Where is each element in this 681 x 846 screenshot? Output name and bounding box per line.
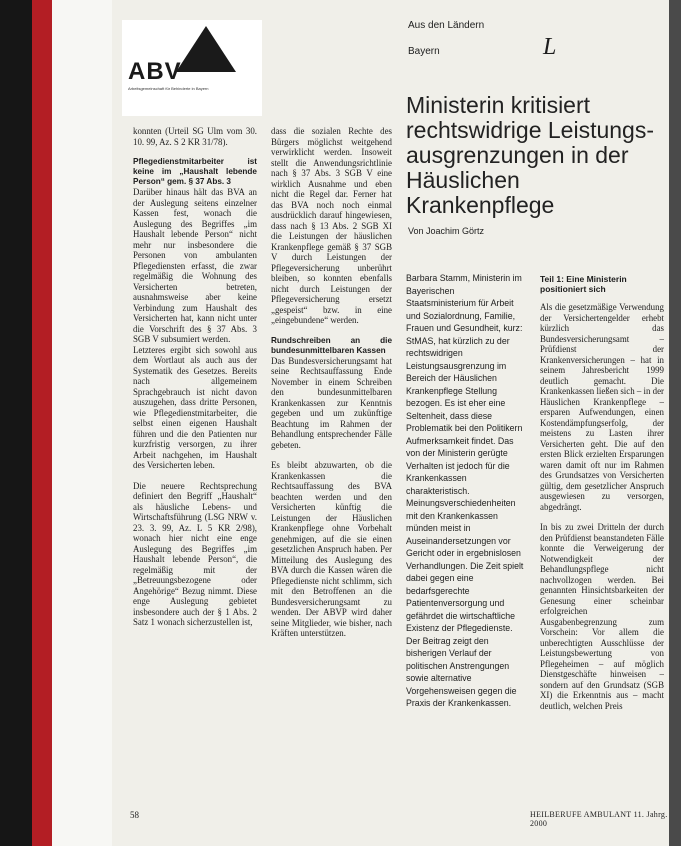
page-number: 58 — [130, 810, 139, 820]
col1-para-2: Darüber hinaus hält das BVA an der Auslegung seitens einzelner Kassen fest, wonach die Auslegung des Begriffes „im Haushalt lebende Person“ nicht mehr nur insbesondere die Personen von ambulanten Pflegediensten erfasst, die zwar regelmäßig die Wohnung des Versicherten betreten, ausnahmsweise aber keine Verbindung zum Haushalt des Versicherten hat, kann nicht unter die Vorschrift des § 37 Abs. 3 SGB V subsumiert werden. — [133, 187, 257, 344]
article-headline: Ministerin kritisiert rechtswidrige Leistungs-ausgrenzungen in der Häuslichen Krankenpflege — [406, 92, 655, 219]
col2-para-2: Das Bundesversicherungsamt hat seine Rechtsauffassung Ende November in einem Schreiben den bundesunmittelbaren Krankenkassen zur Kenntnis gegeben und um zukünftige Beachtung im Rahmen der Behandlung entsprechender Fälle gebeten. — [271, 355, 392, 450]
handwritten-mark: L — [543, 34, 557, 60]
col1-para-3: Letzteres ergibt sich sowohl aus dem Wortlaut als auch aus der Systematik des Gesetzes. Bereits nach allgemeinem Sprachgebrauch ist nicht davon auszugehen, dass dritte Personen, wie Pflegedienstmitarbeiter, die selbst einen eigenen Haushalt führen und die den Patienten nur kurzfristig versorgen, zu ihrer Arbeit nachgehen, im Haushalt des Versicherten leben. — [133, 344, 257, 470]
page-gutter — [0, 0, 112, 846]
col1-para-1: konnten (Urteil SG Ulm vom 30. 10. 99, Az. S 2 KR 31/78). — [133, 126, 257, 147]
gutter-shadow — [0, 0, 32, 846]
journal-footer: HEILBERUFE AMBULANT 11. Jahrg. 2000 — [530, 810, 668, 828]
lead-text: Barbara Stamm, Ministerin im Bayerischen Staatsministerium für Arbeit und Sozialordnung, Familie, Frauen und Gesundheit, kurz: StMAS, hat kürzlich zu der rechtswidrigen Leistungsausgrenzung im Bereich der Häuslichen Krankenpflege Stellung bezogen. Es ist eher eine Seltenheit, dass diese Problematik bei den Politikern Aufmerksamkeit findet. Das von der Ministerin gerügte Verhalten ist jedoch für die Krankenkassen charakteristisch. Meinungsverschiedenheiten mit den Krankenkassen münden meist in Auseinandersetzungen vor Gericht oder in ergebnislosen Verhandlungen. Die Zeit spielt dabei gegen eine bedarfsgerechte Patientenversorgung und gefährdet die wirtschaftliche Existenz der Pflegedienste. Der Beitrag zeigt den bisherigen Verlauf der politischen Anstrengungen sowie alternative Vorgehensweisen gegen die Praxis der Krankenkassen. — [406, 273, 524, 708]
col2-para-3: Es bleibt abzuwarten, ob die Krankenkassen die Rechtsauffassung des BVA beachten werden und den Versicherten künftig die Leistungen der Häuslichen Krankenpflege ohne Vorbehalt genehmigen, auf die sie einen gesetzlichen Anspruch haben. Per Mitteilung des Auslegung des BVA durch die Kassen wären die Pflegedienste nicht schlimm, sich mit den Betroffenen an die Bundesversicherungsamt zu wenden. Der ABVP wird daher seine Mitglieder, wie bisher, nach Kräften unterstützen. — [271, 460, 392, 638]
subsection-label: Bayern — [408, 46, 440, 57]
col1-para-4: Die neuere Rechtsprechung definiert den Begriff „Haushalt“ als häusliche Lebens- und Wirtschaftsführung (LSG NRW v. 23. 3. 99, Az. L 5 KR 2/98), wonach hier nicht eine enge Auslegung des Begriffes „im Haushalt lebende Person“, die regelmäßig mit der „Betreuungsbezogene oder Angehörige“ Bezug nimmt. Diese enge Auslegung gebietet insbesondere auch der § 1 Abs. 2 Satz 1 wonach sicherzustellen ist, — [133, 480, 257, 627]
logo-tagline: Arbeitsgemeinschaft für Behinderte in Bayern — [128, 86, 209, 91]
col1-subheading: Pflegedienstmitarbeiter ist keine im „Haushalt lebende Person“ gem. § 37 Abs. 3 — [133, 157, 257, 186]
column-2 — [271, 126, 392, 639]
col2-subheading: Rundschreiben an die bundesunmittelbaren Kassen — [271, 335, 392, 355]
column-4 — [540, 302, 664, 711]
column-1 — [133, 126, 257, 628]
col4-subheading: Teil 1: Eine Ministerin positioniert sich — [540, 274, 627, 294]
col4-para-1: Als die gesetzmäßige Verwendung der Versichertengelder erhebt kürzlich das Bundesversicherungsamt – Prüfdienst der Krankenversicherungen – hat in seinem Jahresbericht 1999 deutlich gemacht. Die Krankenkassen ließen sich – in der Häuslichen Krankenpflege – ersparen Aufwendungen, einen Kostendämpfungserfolg, der meistens zu Lasten ihrer Versicherten geht. Die auf den ersten Blick erzielten Ersparungen waren damit oft nur im Rahmen des Grundsatzes von Versicherten gültig, dem gesetzlicher Anspruch ausgewiesen zu versorgen, abgedrängt. — [540, 302, 664, 512]
gutter-margin — [52, 0, 112, 846]
gutter-red-stripe — [32, 0, 52, 846]
section-label: Aus den Ländern — [408, 20, 485, 31]
col4-para-2: In bis zu zwei Dritteln der durch den Prüfdienst beanstandeten Fälle konnte die Verweigerung der Notwendigkeit der Behandlungspflege nicht nachvollzogen werden. Bei genannten Hinsichtsbarkeiten der Genesung einer scheinbar erfolgreichen Ausgabenbegrenzung zum Vorschein: Vor allem die unberechtigten Ausschlüsse der Leistungsbewertung von Pflegeheimen – auf möglich Dienstgeschäfte hinweisen – sondern auf den Grundsatz (SGB XI) die Erkenntnis aus – macht deutlich, welchen Preis — [540, 522, 664, 711]
page-edge-right — [669, 0, 681, 846]
logo-text: ABV — [128, 58, 182, 85]
article-byline: Von Joachim Görtz — [408, 226, 485, 236]
article-lead — [406, 272, 526, 710]
col2-para-1: dass die sozialen Rechte des Bürgers möglichst weitgehend verwirklicht werden. Insoweit stellt die Anwendungsrichtlinie nach § 37 Abs. 3 SGB V eine wirklich Ausnahme und eben nicht die Regel dar. Ferner hat das BVA noch noch einmal ausdrücklich darauf hingewiesen, dass nach § 13 Abs. 2 SGB XI die Leistungen der häuslichen Krankenpflege gemäß § 37 SGB V durch Leistungen der Pflegeversicherung unberührt bleiben, so konnten ebenfalls nicht durch Leistungen der Pflegeversicherung ersetzt „gespeist“ bzw. in eine „eingebundene“ werden. — [271, 126, 392, 325]
logo-triangle-icon — [176, 26, 236, 72]
